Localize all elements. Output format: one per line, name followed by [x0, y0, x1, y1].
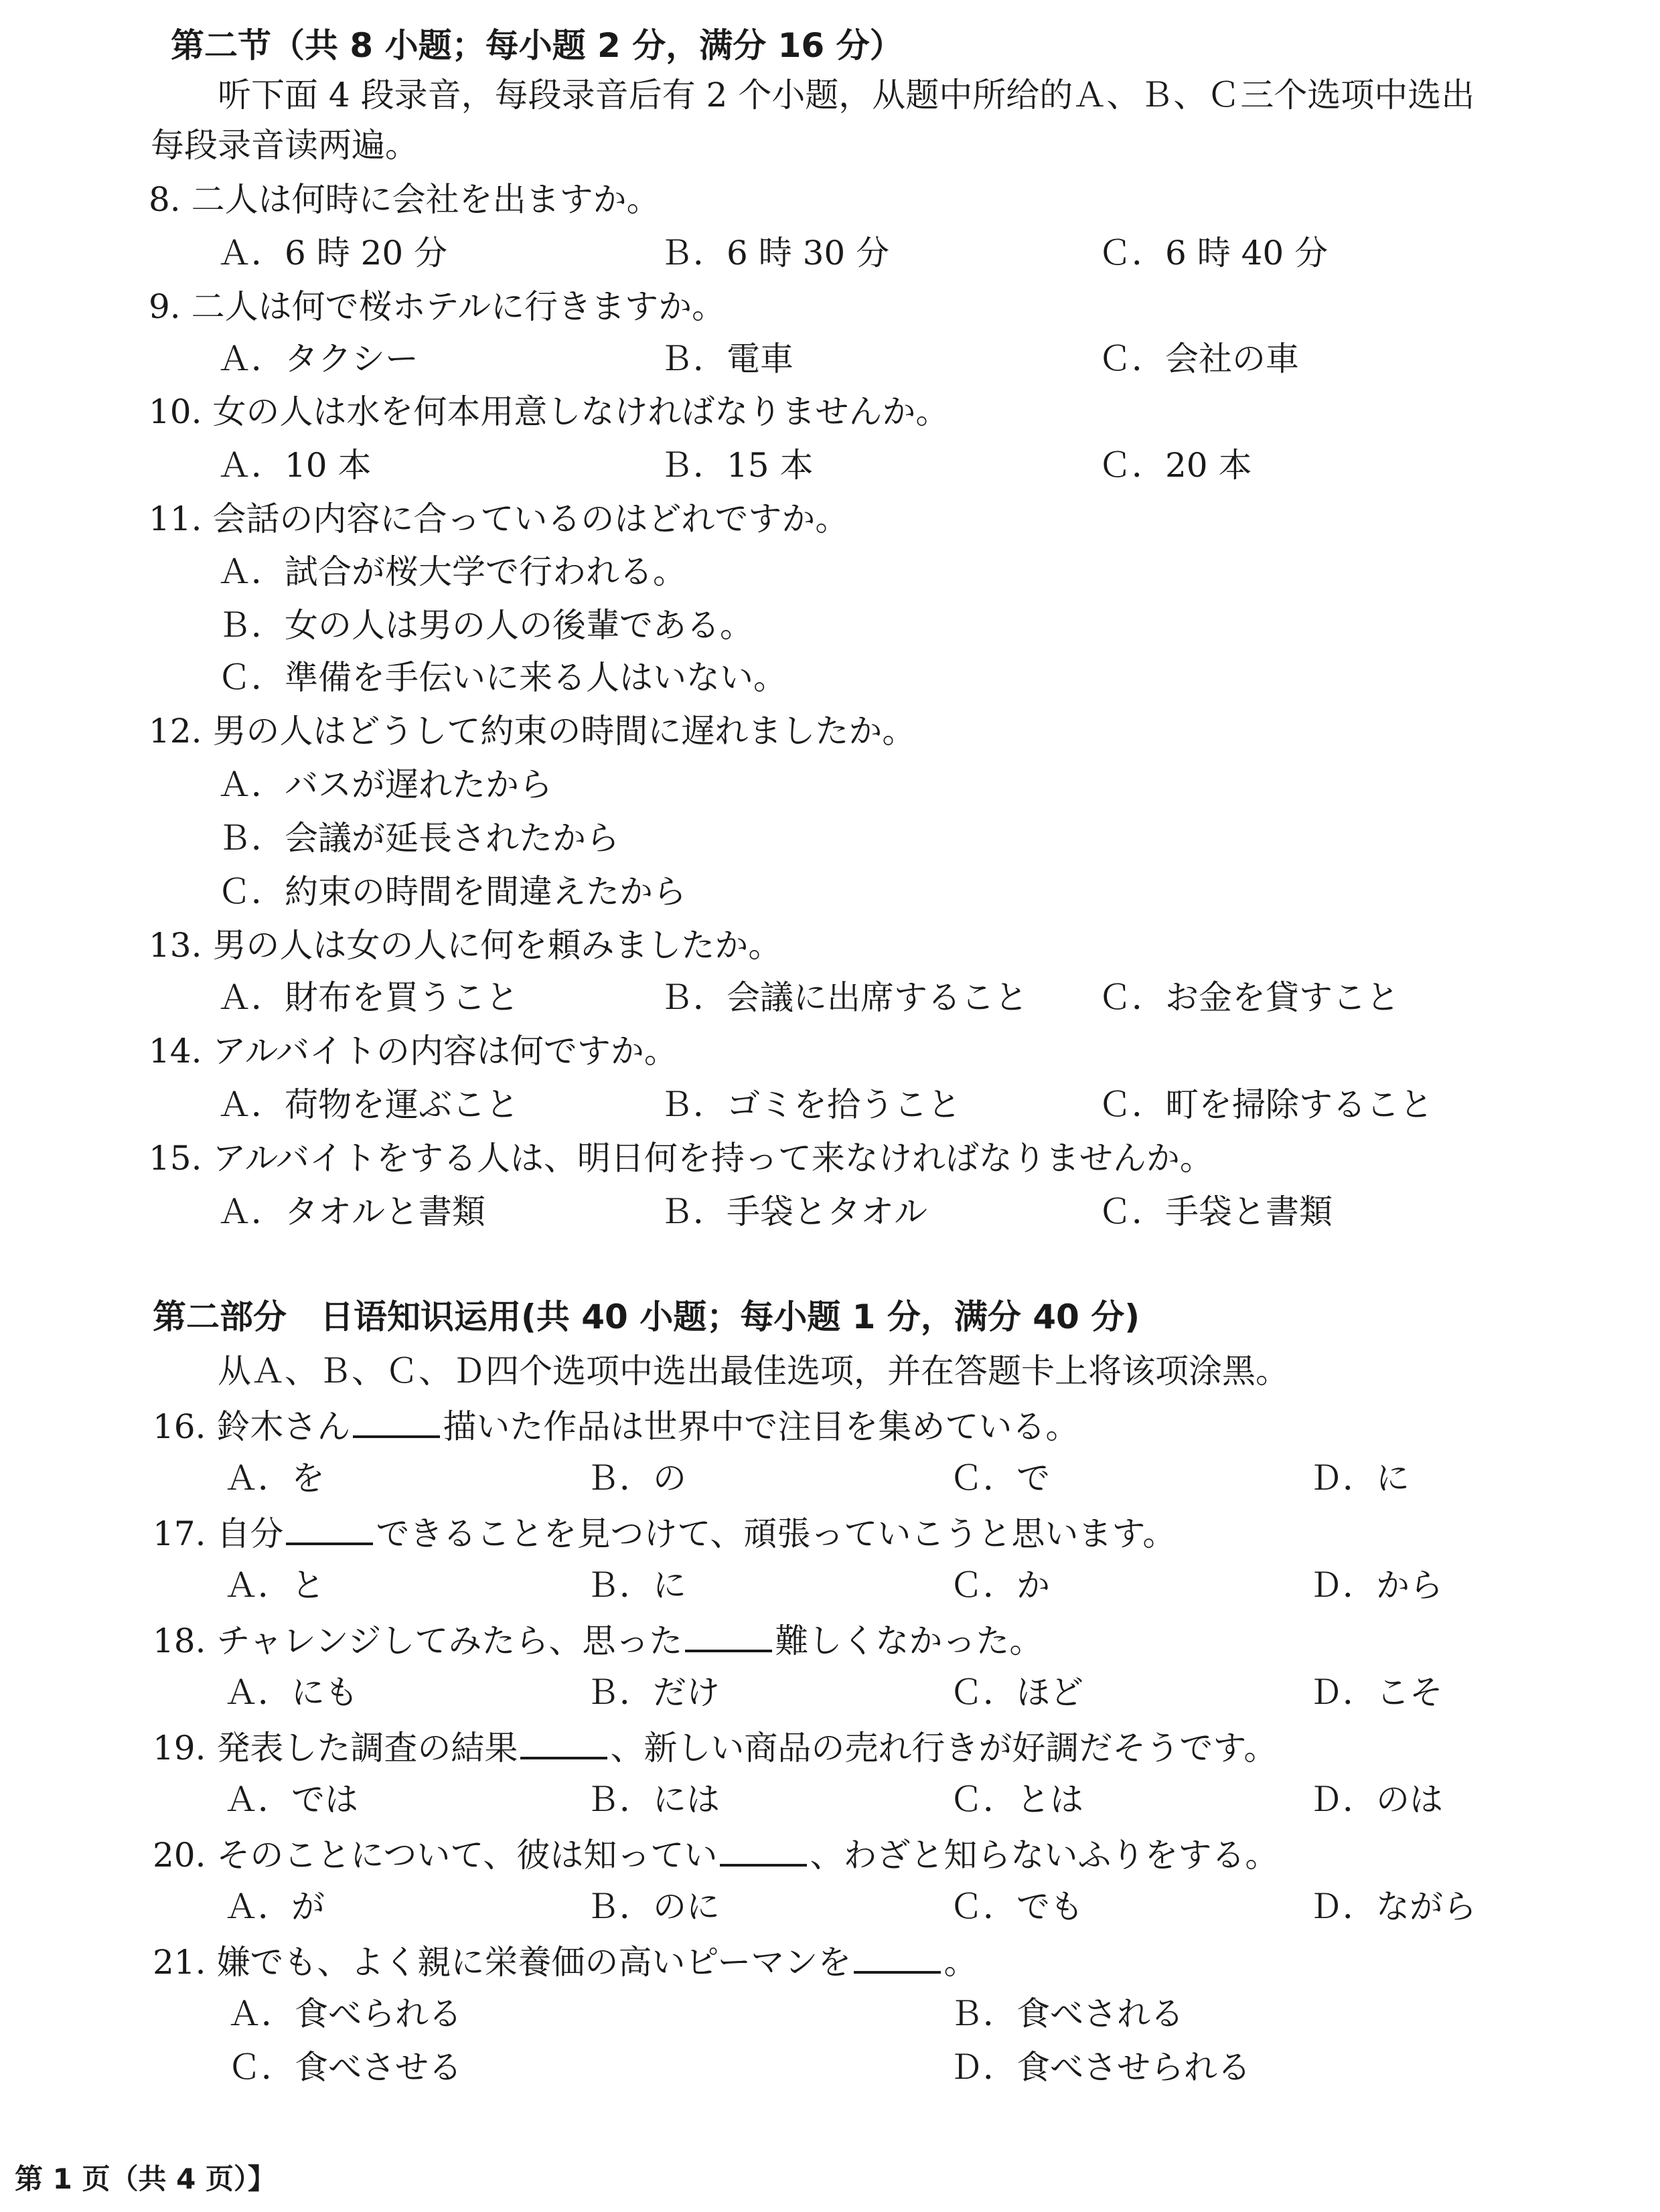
- question-12: 12. 男の人はどうして約束の時間に遅れましたか。: [149, 712, 916, 750]
- option-19a: Ａ．では: [224, 1780, 358, 1819]
- answer-blank: [720, 1833, 807, 1867]
- section-heading: 第二节（共 8 小题；每小题 2 分，满分 16 分）: [171, 26, 903, 65]
- option-21a: Ａ．食べられる: [228, 1994, 462, 2033]
- option-12b: Ｂ．会議が延長されたから: [218, 819, 619, 858]
- page-footer: 第 1 页（共 4 页）】: [15, 2162, 276, 2195]
- question-19: 19. 発表した調査の結果 、新しい商品の売れ行きが好調だそうです。: [153, 1726, 1277, 1768]
- section-instruction-cont: 每段录音读两遍。: [151, 126, 419, 165]
- option-15c: Ｃ．手袋と書類: [1098, 1192, 1333, 1231]
- option-18a: Ａ．にも: [224, 1673, 358, 1712]
- option-20b: Ｂ．のに: [586, 1887, 720, 1926]
- part-instruction: 从Ａ、Ｂ、Ｃ、Ｄ四个选项中选出最佳选项，并在答题卡上将该项涂黑。: [218, 1352, 1289, 1391]
- option-18d: Ｄ．こそ: [1309, 1673, 1443, 1712]
- option-12a: Ａ．バスが遅れたから: [218, 765, 552, 804]
- question-20: 20. そのことについて、彼は知ってい 、わざと知らないふりをする。: [153, 1833, 1278, 1875]
- option-20c: Ｃ．でも: [950, 1887, 1083, 1926]
- option-21d: Ｄ．食べさせられる: [950, 2048, 1251, 2087]
- option-14a: Ａ．荷物を運ぶこと: [218, 1085, 519, 1124]
- question-17: 17. 自分 できることを見つけて、頑張っていこうと思います。: [153, 1512, 1176, 1554]
- option-12c: Ｃ．約束の時間を間違えたから: [218, 872, 686, 911]
- part-heading: 第二部分 日语知识运用(共 40 小题；每小题 1 分，满分 40 分): [153, 1297, 1140, 1336]
- question-14: 14. アルバイトの内容は何ですか。: [149, 1032, 678, 1071]
- option-17b: Ｂ．に: [586, 1566, 686, 1605]
- option-9c: Ｃ．会社の車: [1098, 339, 1299, 378]
- question-16: 16. 鈴木さん 描いた作品は世界中で注目を集めている。: [153, 1405, 1079, 1447]
- question-9: 9. 二人は何で桜ホテルに行きますか。: [149, 287, 726, 326]
- option-20a: Ａ．が: [224, 1887, 325, 1926]
- option-19b: Ｂ．には: [586, 1780, 720, 1819]
- question-15: 15. アルバイトをする人は、明日何を持って来なければなりませんか。: [149, 1139, 1213, 1178]
- option-16b: Ｂ．の: [586, 1459, 686, 1498]
- option-8c: Ｃ．6 時 40 分: [1098, 234, 1329, 272]
- option-11a: Ａ．試合が桜大学で行われる。: [218, 552, 686, 591]
- option-17c: Ｃ．か: [950, 1566, 1050, 1605]
- option-15a: Ａ．タオルと書類: [218, 1192, 485, 1231]
- option-15b: Ｂ．手袋とタオル: [660, 1192, 927, 1231]
- option-16c: Ｃ．で: [950, 1459, 1050, 1498]
- question-18: 18. チャレンジしてみたら、思った 難しくなかった。: [153, 1619, 1043, 1661]
- option-21b: Ｂ．食べされる: [950, 1994, 1184, 2033]
- option-13a: Ａ．財布を買うこと: [218, 978, 519, 1017]
- answer-blank: [520, 1726, 607, 1759]
- question-11: 11. 会話の内容に合っているのはどれですか。: [149, 499, 849, 538]
- option-20d: Ｄ．ながら: [1309, 1887, 1477, 1926]
- option-9b: Ｂ．電車: [660, 339, 794, 378]
- question-10: 10. 女の人は水を何本用意しなければなりませんか。: [149, 392, 950, 431]
- option-14b: Ｂ．ゴミを拾うこと: [660, 1085, 961, 1124]
- option-17a: Ａ．と: [224, 1566, 325, 1605]
- option-10a: Ａ．10 本: [218, 446, 372, 485]
- option-8b: Ｂ．6 時 30 分: [660, 234, 890, 272]
- option-13b: Ｂ．会議に出席すること: [660, 978, 1028, 1017]
- option-19d: Ｄ．のは: [1309, 1780, 1443, 1819]
- question-8: 8. 二人は何時に会社を出ますか。: [149, 180, 660, 219]
- option-19c: Ｃ．とは: [950, 1780, 1083, 1819]
- question-21: 21. 嫌でも、よく親に栄養価の高いピーマンを 。: [153, 1940, 977, 1982]
- option-18c: Ｃ．ほど: [950, 1673, 1083, 1712]
- option-11c: Ｃ．準備を手伝いに来る人はいない。: [218, 658, 787, 697]
- option-10c: Ｃ．20 本: [1098, 446, 1252, 485]
- option-13c: Ｃ．お金を貸すこと: [1098, 978, 1400, 1017]
- option-18b: Ｂ．だけ: [586, 1673, 720, 1712]
- answer-blank: [854, 1940, 941, 1974]
- option-8a: Ａ．6 時 20 分: [218, 234, 448, 272]
- option-10b: Ｂ．15 本: [660, 446, 814, 485]
- option-16d: Ｄ．に: [1309, 1459, 1410, 1498]
- answer-blank: [353, 1405, 440, 1438]
- option-11b: Ｂ．女の人は男の人の後輩である。: [218, 606, 753, 645]
- option-17d: Ｄ．から: [1309, 1566, 1443, 1605]
- option-21c: Ｃ．食べさせる: [228, 2048, 462, 2087]
- answer-blank: [685, 1619, 772, 1652]
- option-16a: Ａ．を: [224, 1459, 325, 1498]
- option-14c: Ｃ．町を掃除すること: [1098, 1085, 1433, 1124]
- question-13: 13. 男の人は女の人に何を頼みましたか。: [149, 926, 782, 965]
- section-instruction: 听下面 4 段录音，每段录音后有 2 个小题，从题中所给的Ａ、Ｂ、Ｃ三个选项中选出: [218, 76, 1475, 114]
- answer-blank: [286, 1512, 373, 1545]
- option-9a: Ａ．タクシー: [218, 339, 419, 378]
